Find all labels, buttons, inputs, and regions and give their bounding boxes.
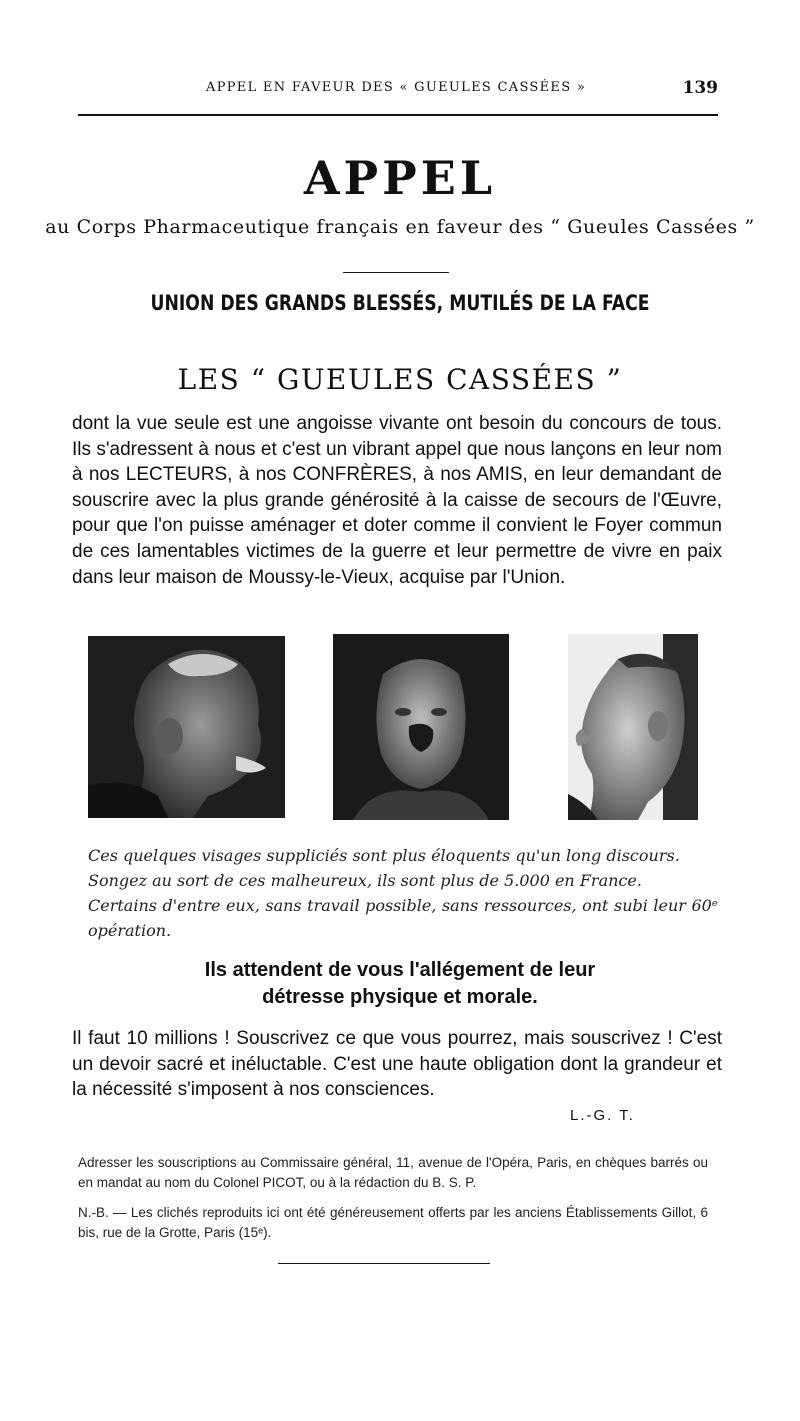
subscription-note: Adresser les souscriptions au Commissaire général, 11, avenue de l'Opéra, Paris, en chèques barrés ou en mandat au nom du Colonel PICOT, ou à la rédaction du B. S. P. bbox=[78, 1155, 708, 1190]
photo-row bbox=[0, 634, 800, 824]
portrait-photo-1 bbox=[88, 636, 285, 818]
separator-rule bbox=[343, 272, 449, 273]
running-title: APPEL EN FAVEUR DES « GUEULES CASSÉES » bbox=[206, 80, 587, 95]
caption-line-1: Ces quelques visages suppliciés sont plus éloquents qu'un long discours. bbox=[88, 846, 680, 865]
union-heading: UNION DES GRANDS BLESSÉS, MUTILÉS DE LA FACE bbox=[150, 291, 650, 315]
appeal-paragraph: dont la vue seule est une angoisse vivante ont besoin du concours de tous. Ils s'adressent à nous et c'est un vibrant appel que nous lançons en leur nom à nos LECTEURS, à nos CONFRÈRES, à nos AMIS, en leur demandant de souscrire avec la plus grande générosité à la caisse de secours de l'Œuvre, pour que l'on puisse aménager et doter comme il convient le Foyer commun de ces lamentables victimes de la guerre et leur permettre de vivre en paix dans leur maison de Moussy-le-Vieux, acquise par l'Union. bbox=[72, 413, 722, 588]
running-header bbox=[78, 78, 718, 100]
attendent-line-2: détresse physique et morale. bbox=[262, 986, 538, 1008]
portrait-photo-3 bbox=[568, 634, 698, 820]
attendent-heading bbox=[0, 957, 800, 1011]
caption-line-3: Certains d'entre eux, sans travail possible, sans ressources, ont subi leur 60ᵉ opération. bbox=[88, 896, 718, 940]
credits-note: N.-B. — Les clichés reproduits ici ont été généreusement offerts par les anciens Établissements Gillot, 6 bis, rue de la Grotte, Paris (15ᵉ). bbox=[78, 1205, 708, 1240]
attendent-line-1: Ils attendent de vous l'allégement de leur bbox=[204, 959, 596, 981]
main-subtitle: au Corps Pharmaceutique français en faveur des “ Gueules Cassées ” bbox=[45, 216, 755, 238]
footer-rule bbox=[278, 1263, 490, 1264]
main-title: APPEL bbox=[303, 151, 497, 205]
photo-caption bbox=[88, 843, 718, 943]
gueules-heading: LES “ GUEULES CASSÉES ” bbox=[177, 363, 623, 396]
closing-paragraph: Il faut 10 millions ! Souscrivez ce que vous pourrez, mais souscrivez ! C'est un devoir sacré et inéluctable. C'est une haute obligation dont la grandeur et la nécessité s'imposent à nos consciences. bbox=[72, 1028, 722, 1101]
author-signature: L.-G. T. bbox=[570, 1107, 635, 1124]
caption-line-2: Songez au sort de ces malheureux, ils sont plus de 5.000 en France. bbox=[88, 871, 642, 890]
page-number: 139 bbox=[682, 78, 718, 98]
header-rule bbox=[78, 114, 718, 116]
portrait-photo-2 bbox=[333, 634, 509, 820]
